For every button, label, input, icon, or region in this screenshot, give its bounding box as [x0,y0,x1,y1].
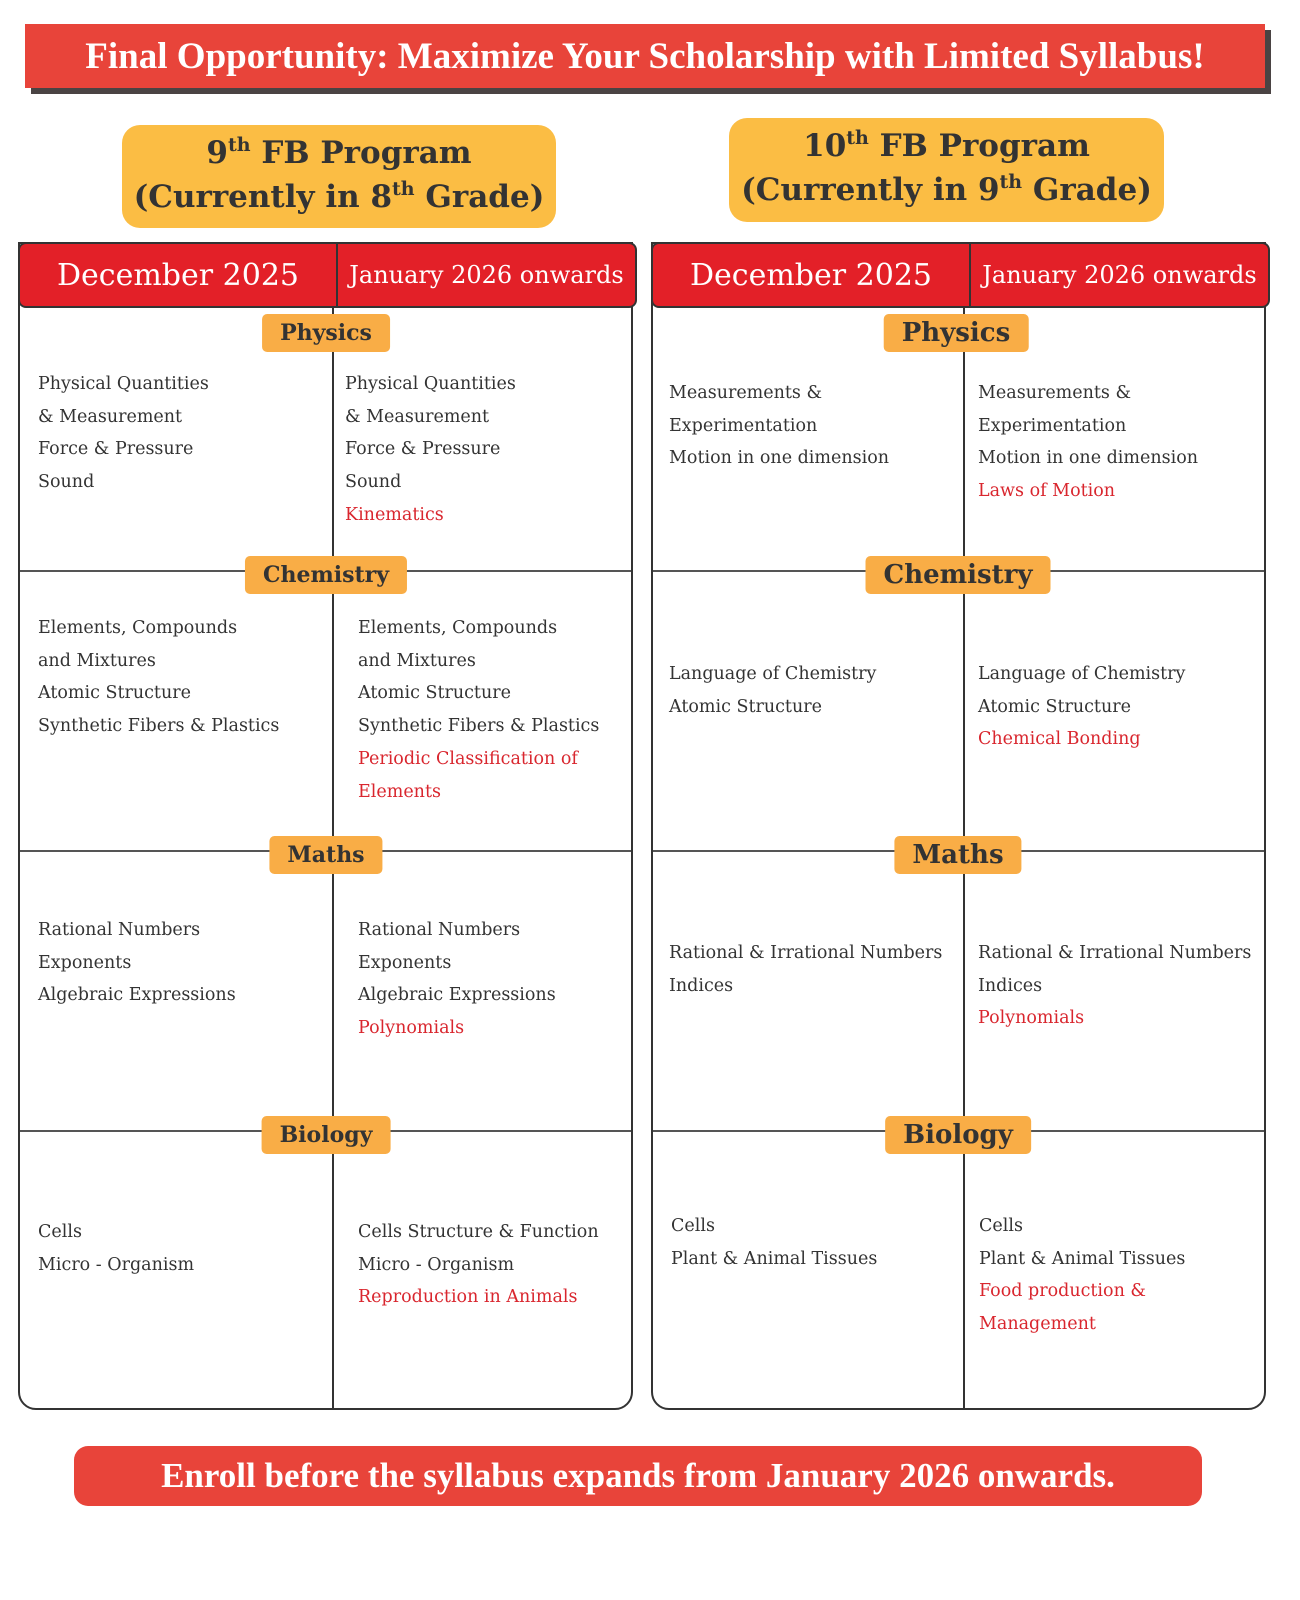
new-topic-item: Management [979,1314,1096,1335]
topics-jan [358,1216,599,1314]
topic-item: Experimentation [669,415,818,436]
topic-item: Synthetic Fibers & Plastics [358,716,600,737]
topic-item: Rational Numbers [358,920,521,940]
topics-jan [358,612,599,808]
topic-item: Algebraic Expressions [358,985,556,1006]
topic-item: Plant & Animal Tissues [671,1248,878,1269]
topic-item: Cells [671,1216,715,1236]
topics-dec [669,937,942,1002]
topic-item: Language of Chemistry [978,664,1186,684]
table-header [651,242,1270,308]
banner-title: Final Opportunity: Maximize Your Scholarship with Limited Syllabus! [85,35,1205,77]
topic-item: Atomic Structure [669,696,822,717]
topic-item: & Measurement [345,406,490,427]
cta-text: Enroll before the syllabus expands from January 2026 onwards. [161,1456,1115,1495]
topics-dec [671,1210,877,1275]
topics-jan [978,937,1251,1035]
new-topic-item: Reproduction in Animals [358,1287,578,1308]
topics-dec [38,368,209,499]
topic-item: Elements, Compounds [38,618,238,638]
topics-dec [38,914,236,1012]
topic-item: Motion in one dimension [669,448,890,469]
topics-dec [669,658,876,723]
enroll-cta-banner[interactable] [74,1446,1202,1506]
subject-badge-biology: Biology [262,1116,391,1154]
column-header-december: December 2025 [653,244,971,306]
table-header [18,242,637,308]
new-topic-item: Periodic Classification of [358,748,578,769]
topic-item: Sound [345,472,402,493]
new-topic-item: Polynomials [978,1008,1085,1029]
topic-item: Exponents [38,952,132,973]
program-10th-title-box [729,118,1164,222]
new-topic-item: Elements [358,781,441,802]
topic-item: Indices [978,975,1043,996]
subject-badge-chemistry: Chemistry [866,556,1051,594]
syllabus-table-10th [651,242,1266,1410]
topic-item: Measurements & [669,383,823,403]
new-topic-item: Chemical Bonding [978,729,1141,750]
subject-badge-maths: Maths [269,836,382,874]
topic-item: and Mixtures [38,650,156,671]
subject-badge-maths: Maths [894,836,1021,874]
program-subtitle: (Currently in 9th Grade) [741,171,1152,208]
topic-item: Cells Structure & Function [358,1222,599,1242]
topics-dec [38,612,279,743]
topic-item: Physical Quantities [38,374,209,394]
program-title: 10th FB Program [803,127,1090,164]
program-title: 9th FB Program [206,133,472,171]
new-topic-item: Kinematics [345,504,444,525]
program-9th-title-box [122,125,556,228]
topic-item: Experimentation [978,415,1127,436]
new-topic-item: Polynomials [358,1018,465,1039]
program-subtitle: (Currently in 8th Grade) [133,177,545,215]
topics-jan [345,368,516,532]
topics-jan [978,658,1185,756]
new-topic-item: Food production & [979,1281,1146,1302]
topic-item: Rational & Irrational Numbers [669,943,943,963]
topic-item: Force & Pressure [345,439,501,460]
topic-item: Language of Chemistry [669,664,877,684]
topic-item: Motion in one dimension [978,448,1199,469]
topic-item: Cells [979,1216,1023,1236]
topic-item: Rational & Irrational Numbers [978,943,1252,963]
topic-item: Atomic Structure [38,683,191,704]
topic-item: Cells [38,1222,82,1242]
syllabus-table-9th [18,242,633,1410]
column-header-january: January 2026 onwards [349,261,624,289]
top-banner [25,24,1265,88]
topics-dec [669,377,889,475]
column-header-january: January 2026 onwards [982,261,1257,289]
topic-item: Atomic Structure [358,683,511,704]
topic-item: Micro - Organism [38,1254,195,1275]
topic-item: Indices [669,975,734,996]
column-header-december: December 2025 [20,244,338,306]
topics-jan [979,1210,1185,1341]
subject-badge-physics: Physics [262,314,390,352]
topic-item: Algebraic Expressions [38,985,236,1006]
topics-jan [978,377,1198,508]
topics-jan [358,914,556,1045]
subject-badge-chemistry: Chemistry [245,556,407,594]
topic-item: Synthetic Fibers & Plastics [38,716,280,737]
topic-item: Elements, Compounds [358,618,558,638]
topics-dec [38,1216,194,1281]
topic-item: Micro - Organism [358,1254,515,1275]
subject-badge-biology: Biology [885,1116,1031,1154]
new-topic-item: Laws of Motion [978,481,1116,502]
topic-item: Exponents [358,952,452,973]
topic-item: Atomic Structure [978,696,1131,717]
subject-badge-physics: Physics [884,314,1029,352]
topic-item: & Measurement [38,406,183,427]
topic-item: Sound [38,472,95,493]
topic-item: Plant & Animal Tissues [979,1248,1186,1269]
topic-item: Rational Numbers [38,920,201,940]
topic-item: Force & Pressure [38,439,194,460]
topic-item: Physical Quantities [345,374,516,394]
topic-item: and Mixtures [358,650,476,671]
topic-item: Measurements & [978,383,1132,403]
